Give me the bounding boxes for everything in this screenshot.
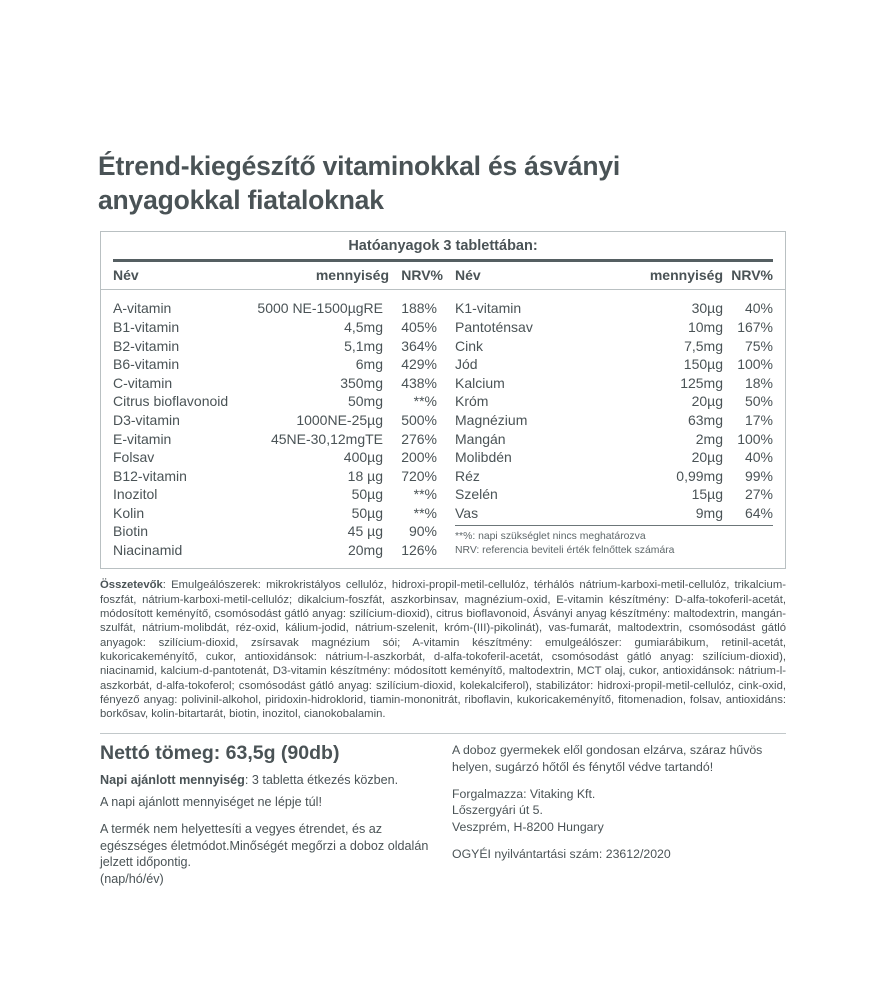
dose-warning: A napi ajánlott mennyiséget ne lépje túl! xyxy=(100,794,322,809)
nutrient-amount: 4,5mg xyxy=(344,319,383,336)
facts-table-header-row xyxy=(101,262,785,289)
nutrient-amount: 30µg xyxy=(691,300,723,317)
table-row xyxy=(455,299,773,318)
footnote-daily-value: **%: napi szükséglet nincs meghatározva xyxy=(455,531,646,543)
column-header-nrv-right: NRV% xyxy=(731,267,773,284)
nutrient-list-left xyxy=(113,299,443,559)
nutrient-name: B1-vitamin xyxy=(113,319,180,336)
nutrient-name: B12-vitamin xyxy=(113,467,187,484)
nutrient-name: Cink xyxy=(455,337,484,354)
nutrient-nrv: 27% xyxy=(744,486,773,503)
distributor-street: Lőszergyári út 5. xyxy=(452,803,543,818)
nutrient-nrv: 405% xyxy=(401,319,437,336)
nutrient-name: C-vitamin xyxy=(113,374,173,391)
table-row xyxy=(455,411,773,430)
nutrient-nrv: 364% xyxy=(401,337,437,354)
nutrient-nrv: 64% xyxy=(744,504,773,521)
nutrient-rows-left xyxy=(113,299,437,559)
nutrient-name: Niacinamid xyxy=(113,541,183,558)
nutrient-nrv: 276% xyxy=(401,430,437,447)
nutrient-amount: 2mg xyxy=(695,430,723,447)
ingredients-separator: : xyxy=(162,579,172,592)
column-header-amount-left: mennyiség xyxy=(315,267,389,284)
footer-right-column xyxy=(452,742,786,894)
nutrient-name: Kalcium xyxy=(455,374,505,391)
nutrient-amount: 5,1mg xyxy=(344,337,383,354)
nutrient-nrv: 50% xyxy=(744,393,773,410)
nutrient-nrv: 90% xyxy=(408,523,437,540)
nutrient-name: Magnézium xyxy=(455,411,528,428)
ingredients-paragraph xyxy=(100,578,786,721)
registration-number: OGYÉI nyilvántartási szám: 23612/2020 xyxy=(452,847,671,862)
ingredients-label: Összetevők xyxy=(100,579,163,592)
footer-left-column xyxy=(100,742,452,894)
facts-table-title: Hatóanyagok 3 tablettában: xyxy=(348,238,538,255)
distributor-name: Forgalmazza: Vitaking Kft. xyxy=(452,786,596,801)
nutrient-name: Molibdén xyxy=(455,449,512,466)
nutrient-nrv: 17% xyxy=(744,411,773,428)
nutrient-amount: 20µg xyxy=(691,393,723,410)
nutrient-amount: 5000 NE-1500µgRE xyxy=(257,300,383,317)
nutrient-amount: 350mg xyxy=(340,374,383,391)
facts-table-body xyxy=(101,290,785,568)
nutrient-list-right xyxy=(443,299,773,559)
nutrient-rows-right xyxy=(455,299,773,522)
nutrient-nrv: 18% xyxy=(744,374,773,391)
table-row xyxy=(113,429,437,448)
nutrient-amount: 125mg xyxy=(680,374,723,391)
nutrient-name: E-vitamin xyxy=(113,430,172,447)
table-row xyxy=(455,318,773,337)
footnote-nrv-definition: NRV: referencia beviteli érték felnőttek számára xyxy=(455,545,675,557)
column-header-amount-right: mennyiség xyxy=(649,267,723,284)
nutrient-nrv: 429% xyxy=(401,356,437,373)
table-row xyxy=(113,374,437,393)
nutrient-nrv: 200% xyxy=(401,449,437,466)
table-row xyxy=(113,355,437,374)
table-row xyxy=(455,485,773,504)
facts-header-left-half xyxy=(113,267,443,283)
nutrient-amount: 50µg xyxy=(351,486,383,503)
nutrient-nrv: 100% xyxy=(737,356,773,373)
nutrient-amount: 50µg xyxy=(351,504,383,521)
facts-header-right-half xyxy=(443,267,773,283)
daily-dose-value: 3 tabletta étkezés közben. xyxy=(251,772,399,787)
nutrient-name: Folsav xyxy=(113,449,155,466)
nutrient-name: Szelén xyxy=(455,486,498,503)
nutrient-name: B2-vitamin xyxy=(113,337,180,354)
table-row xyxy=(455,448,773,467)
table-row xyxy=(113,336,437,355)
nutrient-name: D3-vitamin xyxy=(113,411,180,428)
column-header-nrv-left: NRV% xyxy=(401,267,443,284)
nutrient-nrv: **% xyxy=(413,486,437,503)
nutrient-amount: 1000NE-25µg xyxy=(296,411,383,428)
nutrient-nrv: 167% xyxy=(737,319,773,336)
table-row xyxy=(113,318,437,337)
table-row xyxy=(455,355,773,374)
table-row xyxy=(455,374,773,393)
diet-disclaimer: A termék nem helyettesíti a vegyes étrendet, és az egészséges életmódot.Minőségét megőrzi a doboz oldalán jelzett időpontig. xyxy=(100,822,429,870)
nutrient-nrv: **% xyxy=(413,393,437,410)
table-row xyxy=(455,336,773,355)
nutrient-name: Króm xyxy=(455,393,489,410)
nutrient-amount: 10mg xyxy=(687,319,723,336)
column-header-name-left: Név xyxy=(113,267,139,284)
nutrient-amount: 45 µg xyxy=(347,523,383,540)
table-row xyxy=(113,411,437,430)
page-title: Étrend-kiegészítő vitaminokkal és ásványi anyagokkal fiataloknak xyxy=(98,151,621,215)
label-footer xyxy=(100,734,786,894)
nutrient-amount: 0,99mg xyxy=(676,467,723,484)
nutrient-nrv: 40% xyxy=(744,449,773,466)
table-row xyxy=(113,299,437,318)
nutrient-nrv: 40% xyxy=(744,300,773,317)
daily-dose-line xyxy=(100,772,438,789)
nutrient-amount: 20mg xyxy=(347,541,383,558)
table-row xyxy=(113,504,437,523)
nutrient-amount: 400µg xyxy=(343,449,383,466)
nutrient-name: Vas xyxy=(455,504,479,521)
nutrient-name: Mangán xyxy=(455,430,506,447)
daily-dose-label: Napi ajánlott mennyiség xyxy=(100,772,245,787)
table-row xyxy=(113,448,437,467)
table-row xyxy=(455,429,773,448)
nutrient-name: K1-vitamin xyxy=(455,300,522,317)
nutrient-amount: 63mg xyxy=(687,411,723,428)
nutrient-nrv: 100% xyxy=(737,430,773,447)
nutrient-name: Réz xyxy=(455,467,480,484)
nutrient-name: Kolin xyxy=(113,504,145,521)
table-row xyxy=(455,466,773,485)
column-header-name-right: Név xyxy=(455,267,481,284)
nutrient-amount: 9mg xyxy=(695,504,723,521)
nutrient-amount: 50mg xyxy=(347,393,383,410)
nutrient-amount: 45NE-30,12mgTE xyxy=(270,430,383,447)
nutrient-name: A-vitamin xyxy=(113,300,172,317)
nutrient-name: B6-vitamin xyxy=(113,356,180,373)
facts-table-footnotes xyxy=(455,525,773,558)
nutrient-nrv: **% xyxy=(413,504,437,521)
nutrient-amount: 18 µg xyxy=(347,467,383,484)
table-row xyxy=(455,392,773,411)
nutrient-amount: 6mg xyxy=(355,356,383,373)
nutrient-name: Citrus bioflavonoid xyxy=(113,393,229,410)
ingredients-text: Emulgeálószerek: mikrokristályos cellulóz, hidroxi-propil-metil-cellulóz, térhálós nátrium-karboxi-metil-cellulóz, trikalcium-foszfát, nátrium-karboxi-metil-cellulóz; dikalcium-foszfát, aszkorbinsav, magnézium-oxid, E-vitamin készítmény: D-alfa-tokoferil-acetát, módosított keményítő, csomósodást gátló anyag: szilícium-dioxid), citrus bioflavonoid, Ásványi anyag készítmény: maltodextrin, mangán-szulfát, nátrium-molibdát, réz-oxid, kálium-jodid, nátrium-szelenit, króm-(III)-pikolinát), vas-fumarát, maltodextrin, csomósodást gátló anyagok: szilícium-dioxid, zsírsavak magnézium sói; A-vitamin készítmény: emulgeálószer: gumiarábikum, retinil-acetát, kukoricakeményítő, cukor, antioxidánsok: nátrium-l-aszkorbát, d-alfa-tokoferil-acetát, csomósodást gátló anyag: szilícium-dioxid), niacinamid, kalcium-d-pantotenát, D3-vitamin készítmény: módosított keményítő, maltodextrin, MCT olaj, cukor, antioxidánsok: nátrium-l-aszkorbát, d-alfa-tokoferol; csomósodást gátló anyag: szilícium-dioxid, kolekalciferol), stabilizátor: hidroxi-propil-metil-cellulóz, cink-oxid, fényező anyag: polivinil-alkohol, piridoxin-hidroklorid, tiamin-mononitrát, riboflavin, kukoricakeményítő, fitomenadion, folsav, antioxidáns: borkősav, kolin-bitartarát, biotin, inozitol, cianokobalamin. xyxy=(100,579,786,721)
table-row xyxy=(113,485,437,504)
nutrient-nrv: 438% xyxy=(401,374,437,391)
nutrient-nrv: 99% xyxy=(744,467,773,484)
daily-dose-separator: : xyxy=(244,772,252,787)
distributor-city: Veszprém, H-8200 Hungary xyxy=(452,819,604,834)
net-weight: Nettó tömeg: 63,5g (90db) xyxy=(100,742,340,765)
table-row xyxy=(113,392,437,411)
nutrient-amount: 15µg xyxy=(691,486,723,503)
nutrient-name: Biotin xyxy=(113,523,149,540)
nutrient-name: Inozitol xyxy=(113,486,158,503)
nutrient-nrv: 188% xyxy=(401,300,437,317)
date-format-note: (nap/hó/év) xyxy=(100,871,164,886)
nutrient-name: Jód xyxy=(455,356,478,373)
table-row xyxy=(113,466,437,485)
nutrient-name: Pantoténsav xyxy=(455,319,533,336)
nutrient-nrv: 720% xyxy=(401,467,437,484)
nutrient-nrv: 500% xyxy=(401,411,437,428)
storage-instructions: A doboz gyermekek elől gondosan elzárva, száraz hűvös helyen, sugárzó hőtől és fénytől védve tartandó! xyxy=(452,743,763,774)
nutrient-amount: 20µg xyxy=(691,449,723,466)
table-row xyxy=(113,541,437,560)
supplement-facts-table xyxy=(100,231,786,569)
nutrient-amount: 150µg xyxy=(683,356,723,373)
nutrient-amount: 7,5mg xyxy=(684,337,723,354)
nutrient-nrv: 75% xyxy=(744,337,773,354)
table-row xyxy=(113,522,437,541)
nutrient-nrv: 126% xyxy=(401,541,437,558)
table-row xyxy=(455,504,773,523)
